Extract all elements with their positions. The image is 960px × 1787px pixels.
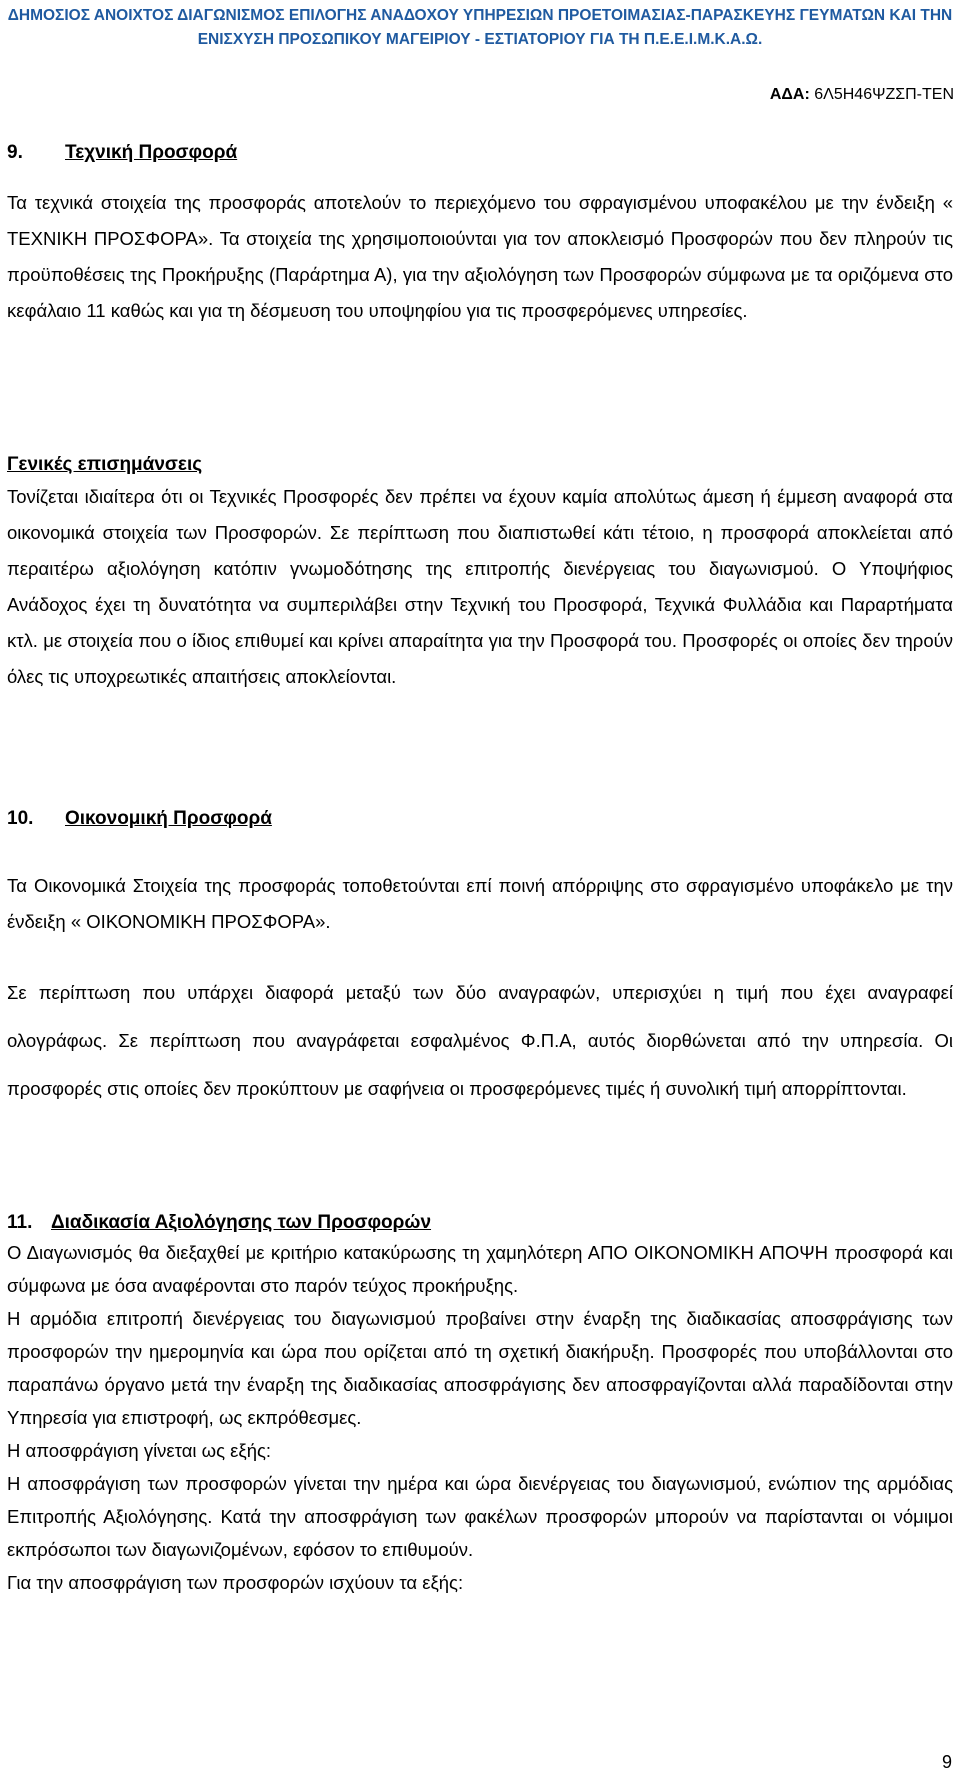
section-11-paragraph-4: Η αποσφράγιση των προσφορών γίνεται την ημέρα και ώρα διενέργειας του διαγωνισμού, ενώπιον της αρμόδιας Επιτροπής Αξιολόγησης. Κατά την αποσφράγιση των φακέλων προσφορών μπορούν να παρίστανται οι νόμιμοι εκπρόσωποι των διαγωνιζομένων, εφόσον το επιθυμούν. bbox=[7, 1473, 953, 1560]
header-line-1: ΔΗΜΟΣΙΟΣ ΑΝΟΙΧΤΟΣ ΔΙΑΓΩΝΙΣΜΟΣ ΕΠΙΛΟΓΗΣ ΑΝΑΔΟΧΟΥ ΥΠΗΡΕΣΙΩΝ ΠΡΟΕΤΟΙΜΑΣΙΑΣ-ΠΑΡΑΣΚΕΥΗΣ ΓΕΥΜΑΤΩΝ ΚΑΙ ΤΗΝ bbox=[7, 7, 953, 24]
section-11-number: 11. bbox=[7, 1212, 33, 1233]
section-11-paragraph-1: Ο Διαγωνισμός θα διεξαχθεί με κριτήριο κατακύρωσης τη χαμηλότερη ΑΠΟ ΟΙΚΟΝΟΜΙΚΗ ΑΠΟΨΗ προσφορά και σύμφωνα με όσα αναφέρονται στο παρόν τεύχος προκήρυξης. bbox=[7, 1242, 953, 1296]
section-9-title: Τεχνική Προσφορά bbox=[65, 142, 238, 163]
section-9-paragraph: Τα τεχνικά στοιχεία της προσφοράς αποτελούν το περιεχόμενο του σφραγισμένου υποφακέλου με την ένδειξη « ΤΕΧΝΙΚΗ ΠΡΟΣΦΟΡΑ». Τα στοιχεία της χρησιμοποιούνται για τον αποκλεισμό Προσφορών που δεν πληρούν τις προϋποθέσεις της Προκήρυξης (Παράρτημα Α), για την αξιολόγηση των Προσφορών σύμφωνα με τα οριζόμενα στο κεφάλαιο 11 καθώς και για τη δέσμευση του υποψηφίου για τις προσφερόμενες υπηρεσίες. bbox=[7, 192, 953, 321]
ada-value: 6Λ5Η46ΨΖΣΠ-ΤΕΝ bbox=[814, 86, 954, 103]
section-11-paragraph-5: Για την αποσφράγιση των προσφορών ισχύουν τα εξής: bbox=[7, 1572, 464, 1593]
section-10-paragraph-2: Σε περίπτωση που υπάρχει διαφορά μεταξύ των δύο αναγραφών, υπερισχύει η τιμή που έχει αναγραφεί ολογράφως. Σε περίπτωση που αναγράφεται εσφαλμένος Φ.Π.Α, αυτός διορθώνεται από την υπηρεσία. Οι προσφορές στις οποίες δεν προκύπτουν με σαφήνεια οι προσφερόμενες τιμές ή συνολική τιμή απορρίπτονται. bbox=[7, 982, 953, 1099]
section-11-heading bbox=[7, 1212, 953, 1234]
ada-reference bbox=[770, 86, 954, 104]
general-notes-paragraph: Τονίζεται ιδιαίτερα ότι οι Τεχνικές Προσφορές δεν πρέπει να έχουν καμία απολύτως άμεση ή έμμεση αναφορά στα οικονομικά στοιχεία των Προσφορών. Σε περίπτωση που διαπιστωθεί κάτι τέτοιο, η προσφορά αποκλείεται από περαιτέρω αξιολόγηση κατόπιν γνωμοδότησης της επιτροπής διενέργειας του διαγωνισμού. Ο Υποψήφιος Ανάδοχος έχει τη δυνατότητα να συμπεριλάβει στην Τεχνική του Προσφορά, Τεχνικά Φυλλάδια και Παραρτήματα κτλ. με στοιχεία που ο ίδιος επιθυμεί και κρίνει απαραίτητα για την Προσφορά του. Προσφορές οι οποίες δεν τηρούν όλες τις υποχρεωτικές απαιτήσεις αποκλείονται. bbox=[7, 486, 953, 687]
section-11-title: Διαδικασία Αξιολόγησης των Προσφορών bbox=[51, 1212, 432, 1233]
section-10-title: Οικονομική Προσφορά bbox=[65, 808, 272, 829]
section-11-body bbox=[7, 1236, 953, 1599]
header-line-2: ΕΝΙΣΧΥΣΗ ΠΡΟΣΩΠΙΚΟΥ ΜΑΓΕΙΡΙΟΥ - ΕΣΤΙΑΤΟΡΙΟΥ ΓΙΑ ΤΗ Π.Ε.Ε.Ι.Μ.Κ.Α.Ω. bbox=[197, 31, 763, 48]
section-9-heading bbox=[7, 142, 953, 164]
general-notes-title: Γενικές επισημάνσεις bbox=[7, 454, 203, 475]
ada-label: ΑΔΑ: bbox=[769, 86, 810, 103]
section-10-number: 10. bbox=[7, 808, 34, 829]
section-11-paragraph-3: Η αποσφράγιση γίνεται ως εξής: bbox=[7, 1440, 272, 1461]
section-10-heading bbox=[7, 808, 953, 830]
section-9-number: 9. bbox=[7, 142, 23, 163]
section-10-paragraph-1: Τα Οικονομικά Στοιχεία της προσφοράς τοποθετούνται επί ποινή απόρριψης στο σφραγισμένο υποφάκελο με την ένδειξη « ΟΙΚΟΝΟΜΙΚΗ ΠΡΟΣΦΟΡΑ». bbox=[7, 875, 953, 932]
general-notes-heading bbox=[7, 454, 953, 476]
page-number: 9 bbox=[941, 1752, 952, 1772]
section-11-paragraph-2: Η αρμόδια επιτροπή διενέργειας του διαγωνισμού προβαίνει στην έναρξη της διαδικασίας αποσφράγισης των προσφορών την ημερομηνία και ώρα που ορίζεται από τη σχετική διακήρυξη. Προσφορές που υποβάλλονται στο παραπάνω όργανο μετά την έναρξη της διαδικασίας αποσφράγισης δεν αποσφραγίζονται αλλά παραδίδονται στην Υπηρεσία για επιστροφή, ως εκπρόθεσμες. bbox=[7, 1308, 953, 1428]
document-header bbox=[0, 4, 960, 52]
